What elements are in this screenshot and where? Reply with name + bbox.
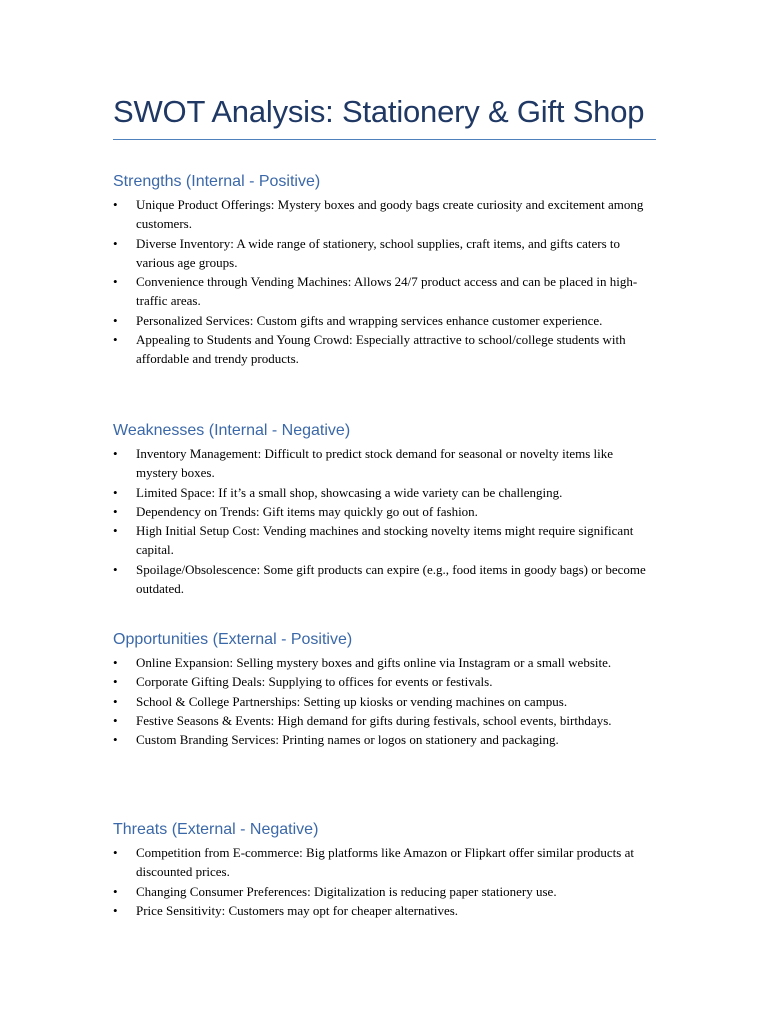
list-item [113,901,656,920]
list-item-text: Corporate Gifting Deals: Supplying to offices for events or festivals. [136,674,493,690]
bullet-icon: • [113,655,118,670]
section-heading-threats: Threats (External - Negative) [113,821,319,838]
list-item-text: Changing Consumer Preferences: Digitalization is reducing paper stationery use. [136,883,557,899]
bullet-icon: • [113,332,118,348]
section-opportunities [113,630,656,749]
list-item-text: Inventory Management: Difficult to predict stock demand for seasonal or novelty items like mystery boxes. [136,446,614,481]
list-item-text: Convenience through Vending Machines: Allows 24/7 product access and can be placed in high-traffic areas. [136,274,638,309]
list-item [113,521,656,560]
bullet-icon: • [113,883,118,899]
bullet-icon: • [113,712,118,728]
list-item-text: Online Expansion: Selling mystery boxes and gifts online via Instagram or a small website. [136,655,612,670]
list-item [113,672,656,691]
bullet-icon: • [113,235,118,251]
title-underline [113,139,656,140]
bullet-icon: • [113,523,118,539]
weaknesses-list [113,444,656,598]
section-heading-weaknesses: Weaknesses (Internal - Negative) [113,422,351,439]
list-item [113,195,656,234]
section-heading-strengths: Strengths (Internal - Positive) [113,173,321,190]
bullet-icon: • [113,902,118,918]
bullet-icon: • [113,484,118,500]
bullet-icon: • [113,674,118,690]
list-item-text: High Initial Setup Cost: Vending machines and stocking novelty items might require significant capital. [136,523,634,558]
bullet-icon: • [113,561,118,577]
bullet-icon: • [113,197,118,212]
list-item-text: Custom Branding Services: Printing names or logos on stationery and packaging. [136,732,559,748]
list-item-text: Competition from E-commerce: Big platforms like Amazon or Flipkart offer similar products at discounted prices. [136,845,634,880]
section-weaknesses [113,421,656,598]
list-item-text: Unique Product Offerings: Mystery boxes and goody bags create curiosity and excitement among customers. [136,197,644,232]
bullet-icon: • [113,312,118,328]
list-item [113,730,656,749]
list-item-text: Appealing to Students and Young Crowd: Especially attractive to school/college students with affordable and trendy products. [136,332,626,367]
bullet-icon: • [113,503,118,519]
list-item [113,330,656,369]
list-item-text: School & College Partnerships: Setting up kiosks or vending machines on campus. [136,693,568,709]
list-item-text: Festive Seasons & Events: High demand for gifts during festivals, school events, birthdays. [136,712,612,728]
opportunities-list [113,653,656,749]
threats-list [113,843,656,920]
list-item [113,692,656,711]
list-item [113,560,656,599]
strengths-list [113,195,656,369]
bullet-icon: • [113,446,118,461]
list-item-text: Price Sensitivity: Customers may opt for cheaper alternatives. [136,902,459,918]
document-title: SWOT Analysis: Stationery & Gift Shop [113,94,645,129]
list-item-text: Diverse Inventory: A wide range of stationery, school supplies, craft items, and gifts caters to various age groups. [136,235,621,270]
list-item [113,234,656,273]
list-item [113,502,656,521]
section-strengths [113,172,656,369]
list-item [113,311,656,330]
list-item [113,653,656,672]
bullet-icon: • [113,693,118,709]
list-item-text: Limited Space: If it’s a small shop, showcasing a wide variety can be challenging. [136,484,563,500]
bullet-icon: • [113,274,118,290]
list-item [113,444,656,483]
bullet-icon: • [113,845,118,860]
list-item [113,843,656,882]
bullet-icon: • [113,732,118,748]
list-item [113,882,656,901]
list-item [113,483,656,502]
list-item [113,272,656,311]
section-threats [113,820,656,920]
list-item-text: Spoilage/Obsolescence: Some gift products can expire (e.g., food items in goody bags) or become outdated. [136,561,646,597]
list-item-text: Dependency on Trends: Gift items may quickly go out of fashion. [136,503,478,519]
list-item [113,711,656,730]
list-item-text: Personalized Services: Custom gifts and wrapping services enhance customer experience. [136,312,603,328]
section-heading-opportunities: Opportunities (External - Positive) [113,631,353,648]
